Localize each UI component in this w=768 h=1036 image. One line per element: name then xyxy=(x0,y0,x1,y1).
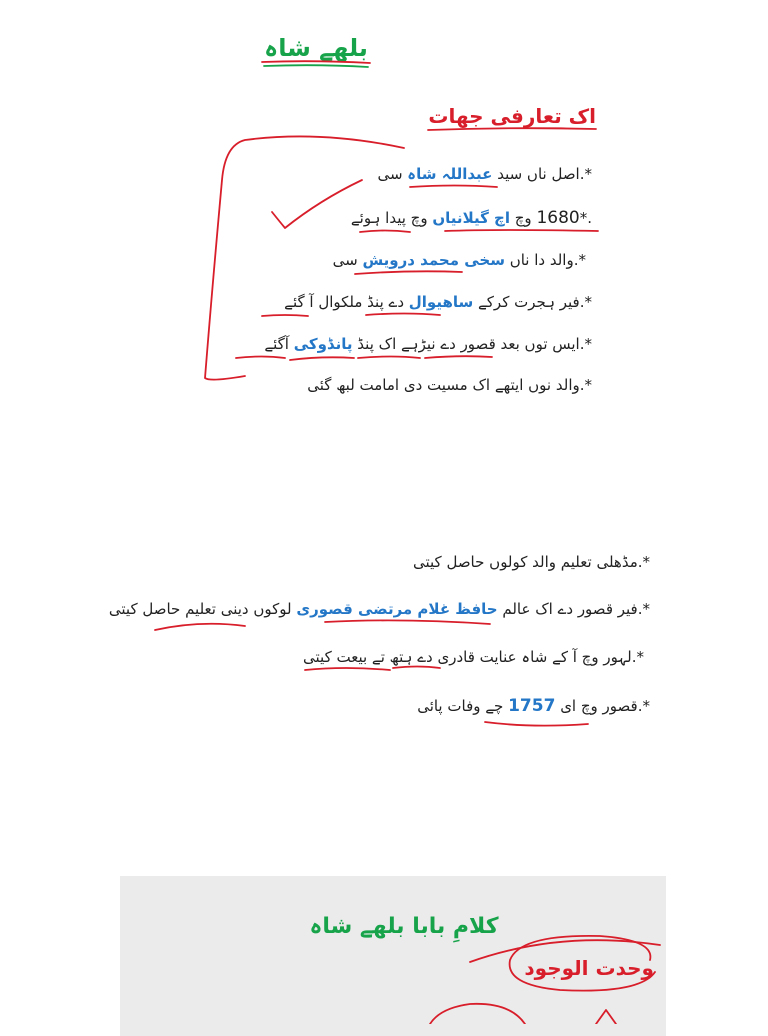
intro-line-1: *.اصل ناں سید عبداللہ شاہ سی xyxy=(377,165,592,183)
intro-line-3-highlight: سخی محمد درویش xyxy=(362,251,505,269)
edu-line-4-highlight: 1757 xyxy=(508,696,556,716)
edu-line-3: *.لہور وچ آ کے شاہ عنایت قادری دے ہتھ تے بیعت کیتی xyxy=(303,648,644,666)
intro-line-6: *.والد نوں ایتھے اک مسیت دی امامت لبھ گئی xyxy=(307,376,592,394)
edu-line-2: *.فیر قصور دے اک عالم حافظ غلام مرتضی قصوری لوکوں دینی تعلیم حاصل کیتی xyxy=(108,600,650,618)
edu-line-2-highlight: حافظ غلام مرتضی قصوری xyxy=(296,600,498,618)
intro-line-5-highlight: پانڈوکی xyxy=(293,335,353,353)
intro-line-2-highlight: اچ گیلانیاں xyxy=(432,209,510,227)
intro-line-4: *.فیر ہجرت کرکے ساھیوال دے پنڈ ملکوال آ گئے xyxy=(284,293,592,311)
intro-heading-underline xyxy=(428,128,596,130)
page-title: بلھے شاہ xyxy=(264,34,368,62)
intro-line-3: *.والد دا ناں سخی محمد درویش سی xyxy=(332,251,586,269)
edu-line-1: *.مڈھلی تعلیم والد کولوں حاصل کیتی xyxy=(413,553,650,571)
kalam-subheading: وحدت الوجود xyxy=(524,956,654,980)
intro-line-2: *.1680 وچ اچ گیلانیاں وچ پیدا ہوئے xyxy=(350,208,592,228)
edu-line-4: *.قصور وچ ای 1757 چے وفات پائی xyxy=(417,696,650,716)
intro-heading: اک تعارفی جھات xyxy=(428,104,596,128)
intro-line-5: *.ایس توں بعد قصور دے نیڑہے اک پنڈ پانڈوکی آگئے xyxy=(264,335,592,353)
checkmark-icon xyxy=(272,180,362,228)
intro-line-1-highlight: عبداللہ شاہ xyxy=(407,165,493,183)
intro-line-4-highlight: ساھیوال xyxy=(408,293,474,311)
kalam-section xyxy=(120,876,666,1036)
kalam-heading: کلامِ بابا بلھے شاہ xyxy=(309,914,499,939)
